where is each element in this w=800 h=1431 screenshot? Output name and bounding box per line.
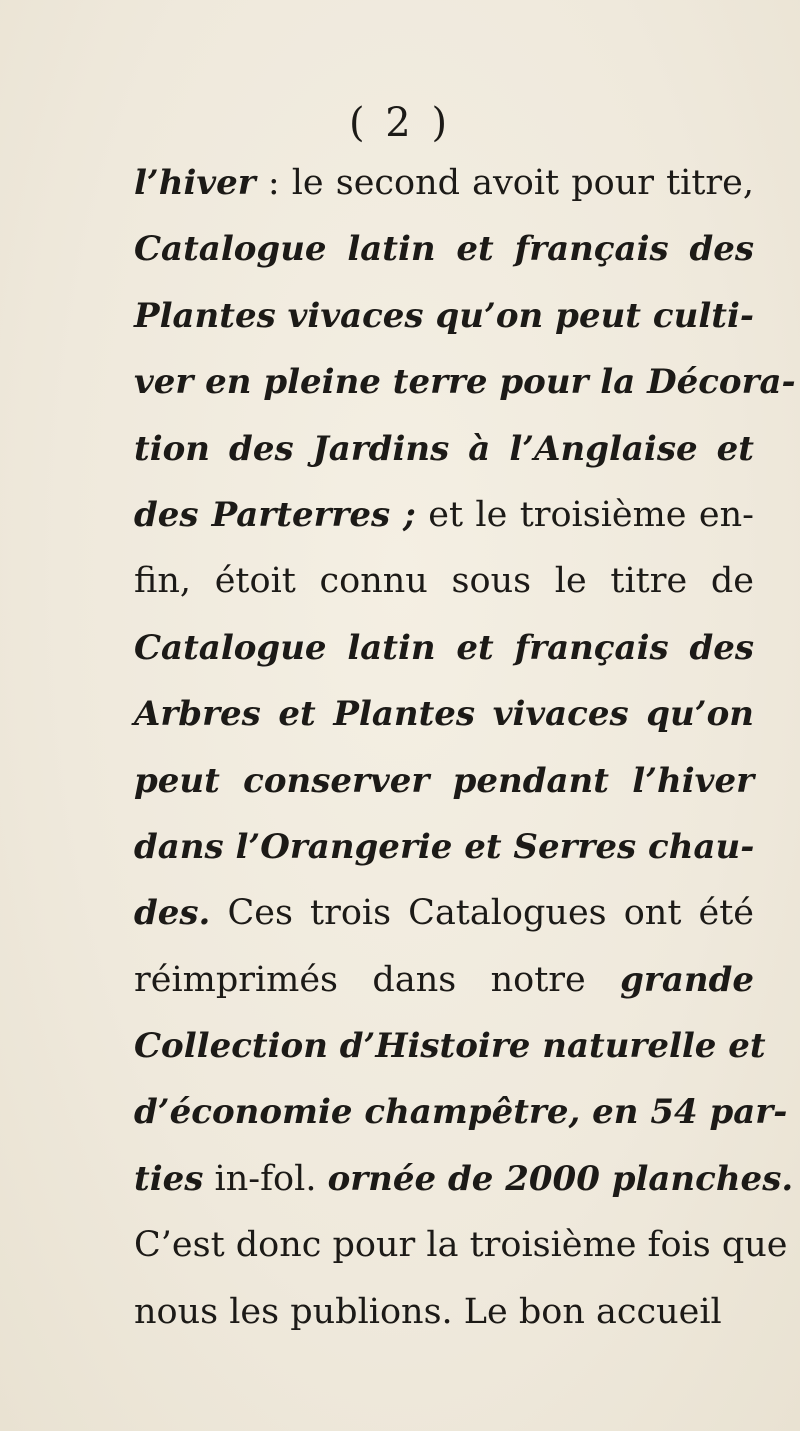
text-line (134, 548, 754, 614)
italic-text: Plantes vivaces qu’on peut culti- (134, 295, 754, 336)
italic-text: des. (134, 893, 211, 934)
roman-text: fin, étoit connu sous le titre de (134, 561, 754, 602)
roman-text: Ces trois Catalogues ont été (210, 893, 754, 934)
text-line (134, 1146, 794, 1212)
text-line (134, 947, 754, 1013)
text-line (134, 482, 754, 548)
italic-text: tion des Jardins à l’Anglaise et (134, 428, 754, 469)
italic-text: ornée de 2000 planches. (327, 1158, 794, 1199)
italic-text: des Parterres ; (134, 494, 416, 535)
text-line (134, 349, 796, 415)
italic-text: ver en pleine terre pour la Décora- (134, 362, 796, 403)
italic-text: grande (620, 959, 754, 1000)
text-line (134, 748, 754, 814)
text-line (134, 216, 754, 282)
italic-text: peut conserver pendant l’hiver (134, 760, 754, 801)
text-line (134, 880, 754, 946)
italic-text: Catalogue latin et français des (134, 627, 754, 668)
page-number: ( 2 ) (348, 100, 452, 146)
italic-text: Catalogue latin et français des (134, 229, 754, 270)
text-line (134, 1279, 754, 1345)
text-line (134, 814, 754, 880)
text-line (134, 615, 754, 681)
text-line (134, 416, 754, 482)
text-line (134, 1212, 788, 1278)
roman-text: C’est donc pour la troisième fois que (134, 1225, 788, 1266)
italic-text: ties (134, 1158, 204, 1199)
italic-text: l’hiver (134, 163, 256, 203)
text-line (134, 1013, 766, 1079)
text-line (134, 150, 754, 216)
italic-text: dans l’Orangerie et Serres chau- (134, 826, 755, 867)
text-line (134, 681, 754, 747)
text-line (134, 1079, 788, 1145)
roman-text: nous les publions. Le bon accueil (134, 1291, 722, 1332)
roman-text: : le second avoit pour titre, (255, 163, 754, 203)
text-line (134, 283, 754, 349)
roman-text: in-fol. (203, 1158, 328, 1199)
italic-text: Arbres et Plantes vivaces qu’on (134, 694, 754, 735)
italic-text: d’économie champêtre, en 54 par- (134, 1092, 788, 1133)
roman-text: réimprimés dans notre (134, 959, 621, 1000)
roman-text: et le troisième en- (415, 494, 754, 535)
body-text (134, 150, 796, 1345)
italic-text: Collection d’Histoire naturelle et (134, 1026, 766, 1067)
